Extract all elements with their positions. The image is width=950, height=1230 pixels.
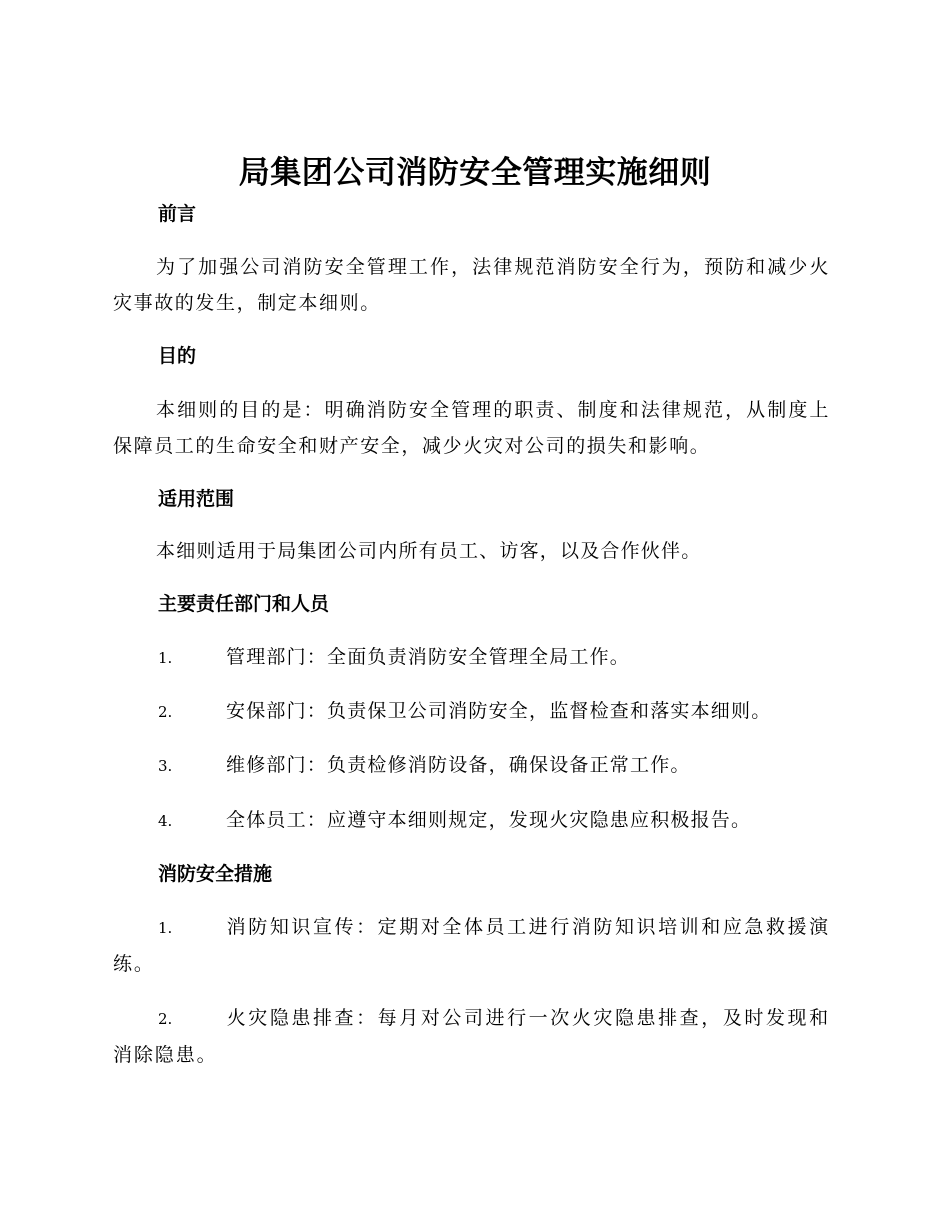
- preface-paragraph: 为了加强公司消防安全管理工作，法律规范消防安全行为，预防和减少火灾事故的发生，制定本细则。: [113, 256, 830, 314]
- list-item-number: 2.: [158, 1010, 173, 1028]
- list-item: [113, 639, 830, 676]
- section-heading-preface: 前言: [158, 203, 197, 225]
- list-item: [113, 693, 830, 730]
- list-item-number: 1.: [158, 919, 173, 937]
- list-item-number: 1.: [158, 649, 173, 667]
- scope-paragraph: 本细则适用于局集团公司内所有员工、访客，以及合作伙伴。: [156, 540, 702, 562]
- list-item-text: 火灾隐患排查：每月对公司进行一次火灾隐患排查，及时发现和消除隐患。: [113, 1007, 830, 1066]
- list-item-text: 管理部门：全面负责消防安全管理全局工作。: [226, 646, 631, 668]
- list-item-text: 安保部门：负责保卫公司消防安全，监督检查和落实本细则。: [226, 700, 772, 722]
- section-heading-purpose: 目的: [158, 345, 197, 367]
- section-heading-scope: 适用范围: [158, 488, 235, 510]
- list-item: [113, 747, 830, 784]
- purpose-paragraph: 本细则的目的是：明确消防安全管理的职责、制度和法律规范，从制度上保障员工的生命安全和财产安全，减少火灾对公司的损失和影响。: [113, 399, 830, 457]
- list-item-text: 消防知识宣传：定期对全体员工进行消防知识培训和应急救援演练。: [113, 916, 830, 975]
- document-title: 局集团公司消防安全管理实施细则: [238, 155, 712, 191]
- list-item-number: 2.: [158, 703, 173, 721]
- list-item-text: 维修部门：负责检修消防设备，确保设备正常工作。: [226, 754, 691, 776]
- list-item-number: 4.: [158, 812, 173, 830]
- list-item-text: 全体员工：应遵守本细则规定，发现火灾隐患应积极报告。: [226, 809, 752, 831]
- list-item-number: 3.: [158, 757, 173, 775]
- list-item: [113, 802, 830, 839]
- section-heading-responsibilities: 主要责任部门和人员: [158, 593, 330, 615]
- list-item: [113, 909, 830, 982]
- section-heading-measures: 消防安全措施: [158, 863, 273, 885]
- list-item: [113, 1000, 830, 1073]
